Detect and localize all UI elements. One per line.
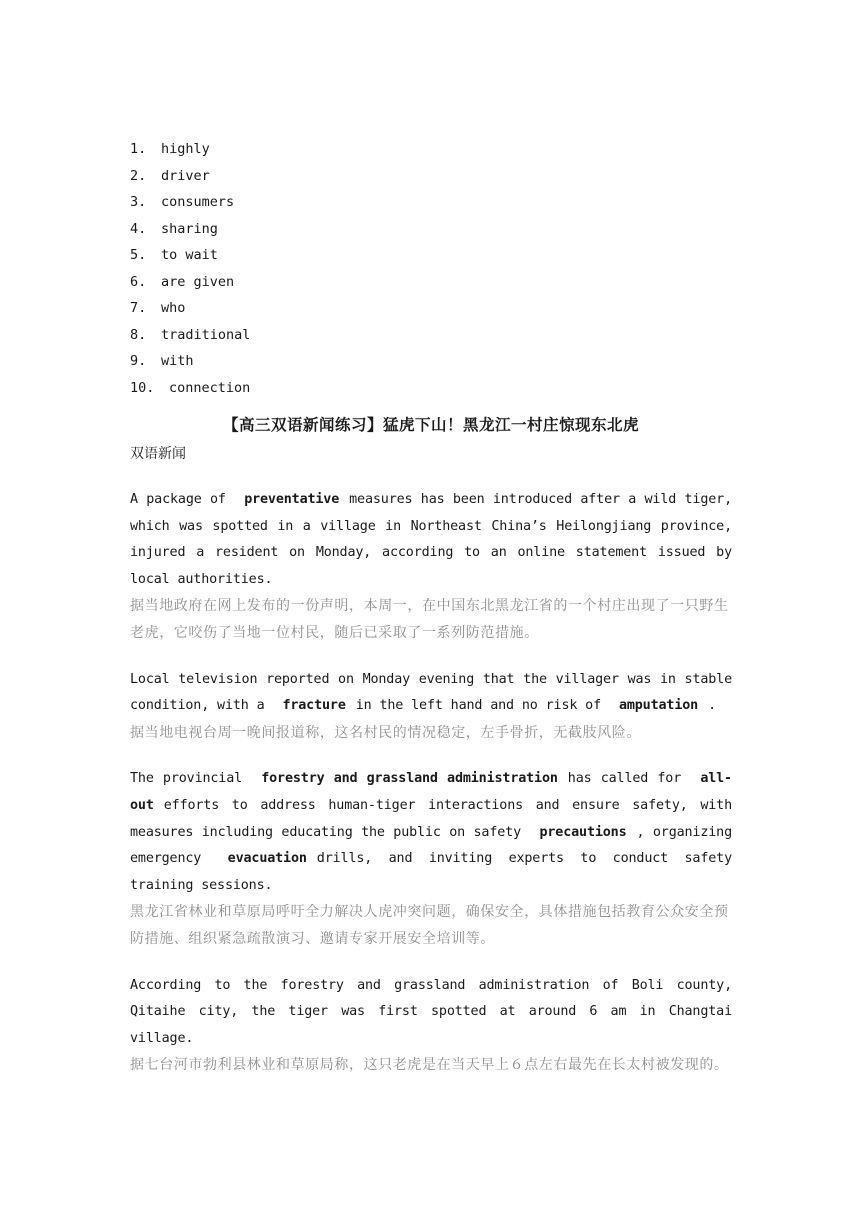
answer-item [130,269,732,296]
english-text [130,667,732,720]
answer-item [130,163,732,190]
article-subtitle: 双语新闻 [130,446,186,462]
answer-text: consumers [161,194,235,210]
news-paragraph [130,973,732,1079]
news-paragraph [130,487,732,647]
vocab-keyword: amputation [618,698,699,714]
article-title: 【高三双语新闻练习】猛虎下山！黑龙江一村庄惊现东北虎 [222,416,639,434]
answer-text: are given [161,273,235,290]
answer-number: 4. [130,220,147,237]
answer-number: 2. [130,167,147,184]
text-segment: in the left hand and no risk of [355,698,602,714]
vocab-keyword: forestry and grassland administration [261,771,558,787]
answer-number: 8. [130,326,147,343]
english-text [130,973,732,1053]
answer-number: 7. [130,300,147,316]
news-paragraph [130,766,732,952]
answer-item [130,295,732,322]
text-segment: drills, and inviting experts to conduct safety training sessions. [130,851,732,893]
answer-text: with [161,353,194,369]
answer-item [130,348,732,375]
answer-text: to wait [161,247,218,263]
answer-text: connection [169,379,251,396]
news-paragraph [130,667,732,747]
answer-text: highly [161,141,210,157]
chinese-translation: 黑龙江省林业和草原局呼吁全力解决人虎冲突问题，确保安全，具体措施包括教育公众安全预防措施、组织紧急疏散演习、邀请专家开展安全培训等。 [130,904,729,947]
text-segment: The provincial [130,771,243,787]
answer-item [130,216,732,243]
answer-text: sharing [161,220,218,237]
english-text [130,487,732,593]
text-segment: A package of [130,492,226,507]
text-segment: measures has been introduced after a wild tiger, which was spotted in a village in Northeast China’s Heilongjiang province, injured a resident on Monday, according to an online statement issued by local authorities. [130,492,732,587]
vocab-keyword: preventative [244,492,340,507]
answer-number: 6. [130,273,147,290]
answer-number: 5. [130,247,147,263]
answer-number: 9. [130,353,147,369]
answer-list [130,136,732,401]
text-segment: . [708,698,716,714]
text-segment: According to the forestry and grassland administration of Boli county, Qitaihe city, the tiger was first spotted at around 6 am in Changtai village. [130,977,732,1046]
text-segment: , organizing emergency [130,824,732,867]
answer-number: 10. [130,379,155,396]
answer-item [130,242,732,269]
article-body [130,487,732,1079]
answer-item [130,136,732,163]
vocab-keyword: fracture [282,698,346,714]
english-text [130,766,732,899]
text-segment: Local television reported on Monday evening that the villager was in stable condition, with a [130,671,732,714]
vocab-keyword: evacuation [227,851,307,867]
text-segment: has called for [567,771,682,787]
vocab-keyword: precautions [539,824,627,840]
answer-item [130,189,732,216]
document-page [130,136,732,1079]
answer-text: driver [161,167,210,184]
answer-text: traditional [161,326,251,343]
chinese-translation: 据当地电视台周一晚间报道称，这名村民的情况稳定，左手骨折，无截肢风险。 [130,724,641,741]
text-segment: efforts to address human-tiger interactions and ensure safety, with measures including educating the public on safety [130,797,732,840]
vocab-keyword: all-out [130,771,732,813]
answer-number: 1. [130,141,147,157]
answer-item [130,322,732,349]
answer-number: 3. [130,194,147,210]
chinese-translation: 据七台河市勃利县林业和草原局称，这只老虎是在当天早上６点左右最先在长太村被发现的。 [130,1057,729,1074]
answer-text: who [161,300,186,316]
answer-item [130,375,732,402]
chinese-translation: 据当地政府在网上发布的一份声明，本周一，在中国东北黑龙江省的一个村庄出现了一只野生老虎，它咬伤了当地一位村民，随后已采取了一系列防范措施。 [130,598,729,641]
